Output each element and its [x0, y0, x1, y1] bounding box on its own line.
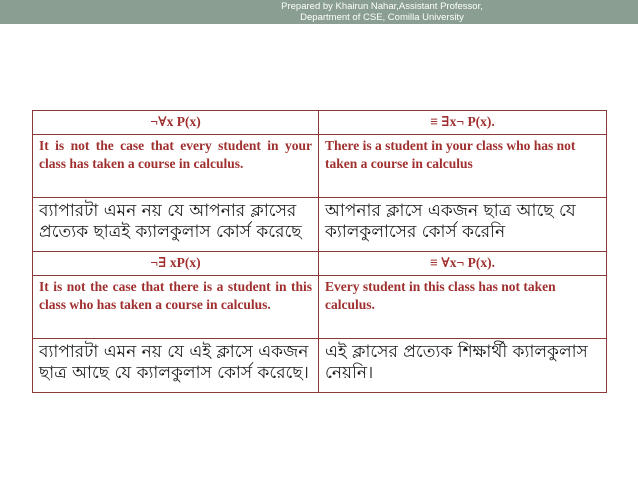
- formula-negated-existential: ¬∃ xP(x): [33, 252, 319, 276]
- english-statement-left-2: It is not the case that there is a student in this class who has taken a course in calculus.: [33, 276, 319, 339]
- formula-universal-equivalent: ≡ ∀x¬ P(x).: [319, 252, 607, 276]
- author-credit-line1: Prepared by Khairun Nahar,Assistant Professor,: [281, 1, 483, 12]
- bengali-statement-right-2: এই ক্লাসের প্রত্যেক শিক্ষার্থী ক্যালকুলাস নেয়নি।: [319, 339, 607, 393]
- english-statement-left-1: It is not the case that every student in your class has taken a course in calculus.: [33, 135, 319, 198]
- table-row-formula-1: [33, 111, 607, 135]
- author-credit: [262, 1, 502, 23]
- author-credit-line2: Department of CSE, Comilla University: [300, 12, 464, 23]
- bengali-statement-left-1: ব্যাপারটা এমন নয় যে আপনার ক্লাসের প্রত্যেক ছাত্রই ক্যালকুলাস কোর্স করেছে: [33, 198, 319, 252]
- bengali-statement-left-2: ব্যাপারটা এমন নয় যে এই ক্লাসে একজন ছাত্র আছে যে ক্যালকুলাস কোর্স করেছে।: [33, 339, 319, 393]
- bengali-statement-right-1: আপনার ক্লাসে একজন ছাত্র আছে যে ক্যালকুলাসের কোর্স করেনি: [319, 198, 607, 252]
- table-row-formula-2: [33, 252, 607, 276]
- english-statement-right-2: Every student in this class has not taken calculus.: [319, 276, 607, 339]
- table-row-english-1: [33, 135, 607, 198]
- header-bar: [0, 0, 638, 24]
- table-row-english-2: [33, 276, 607, 339]
- logic-equivalence-table: [32, 110, 607, 393]
- table-row-bengali-1: [33, 198, 607, 252]
- table-row-bengali-2: [33, 339, 607, 393]
- formula-negated-universal: ¬∀x P(x): [33, 111, 319, 135]
- english-statement-right-1: There is a student in your class who has not taken a course in calculus: [319, 135, 607, 198]
- formula-existential-equivalent: ≡ ∃x¬ P(x).: [319, 111, 607, 135]
